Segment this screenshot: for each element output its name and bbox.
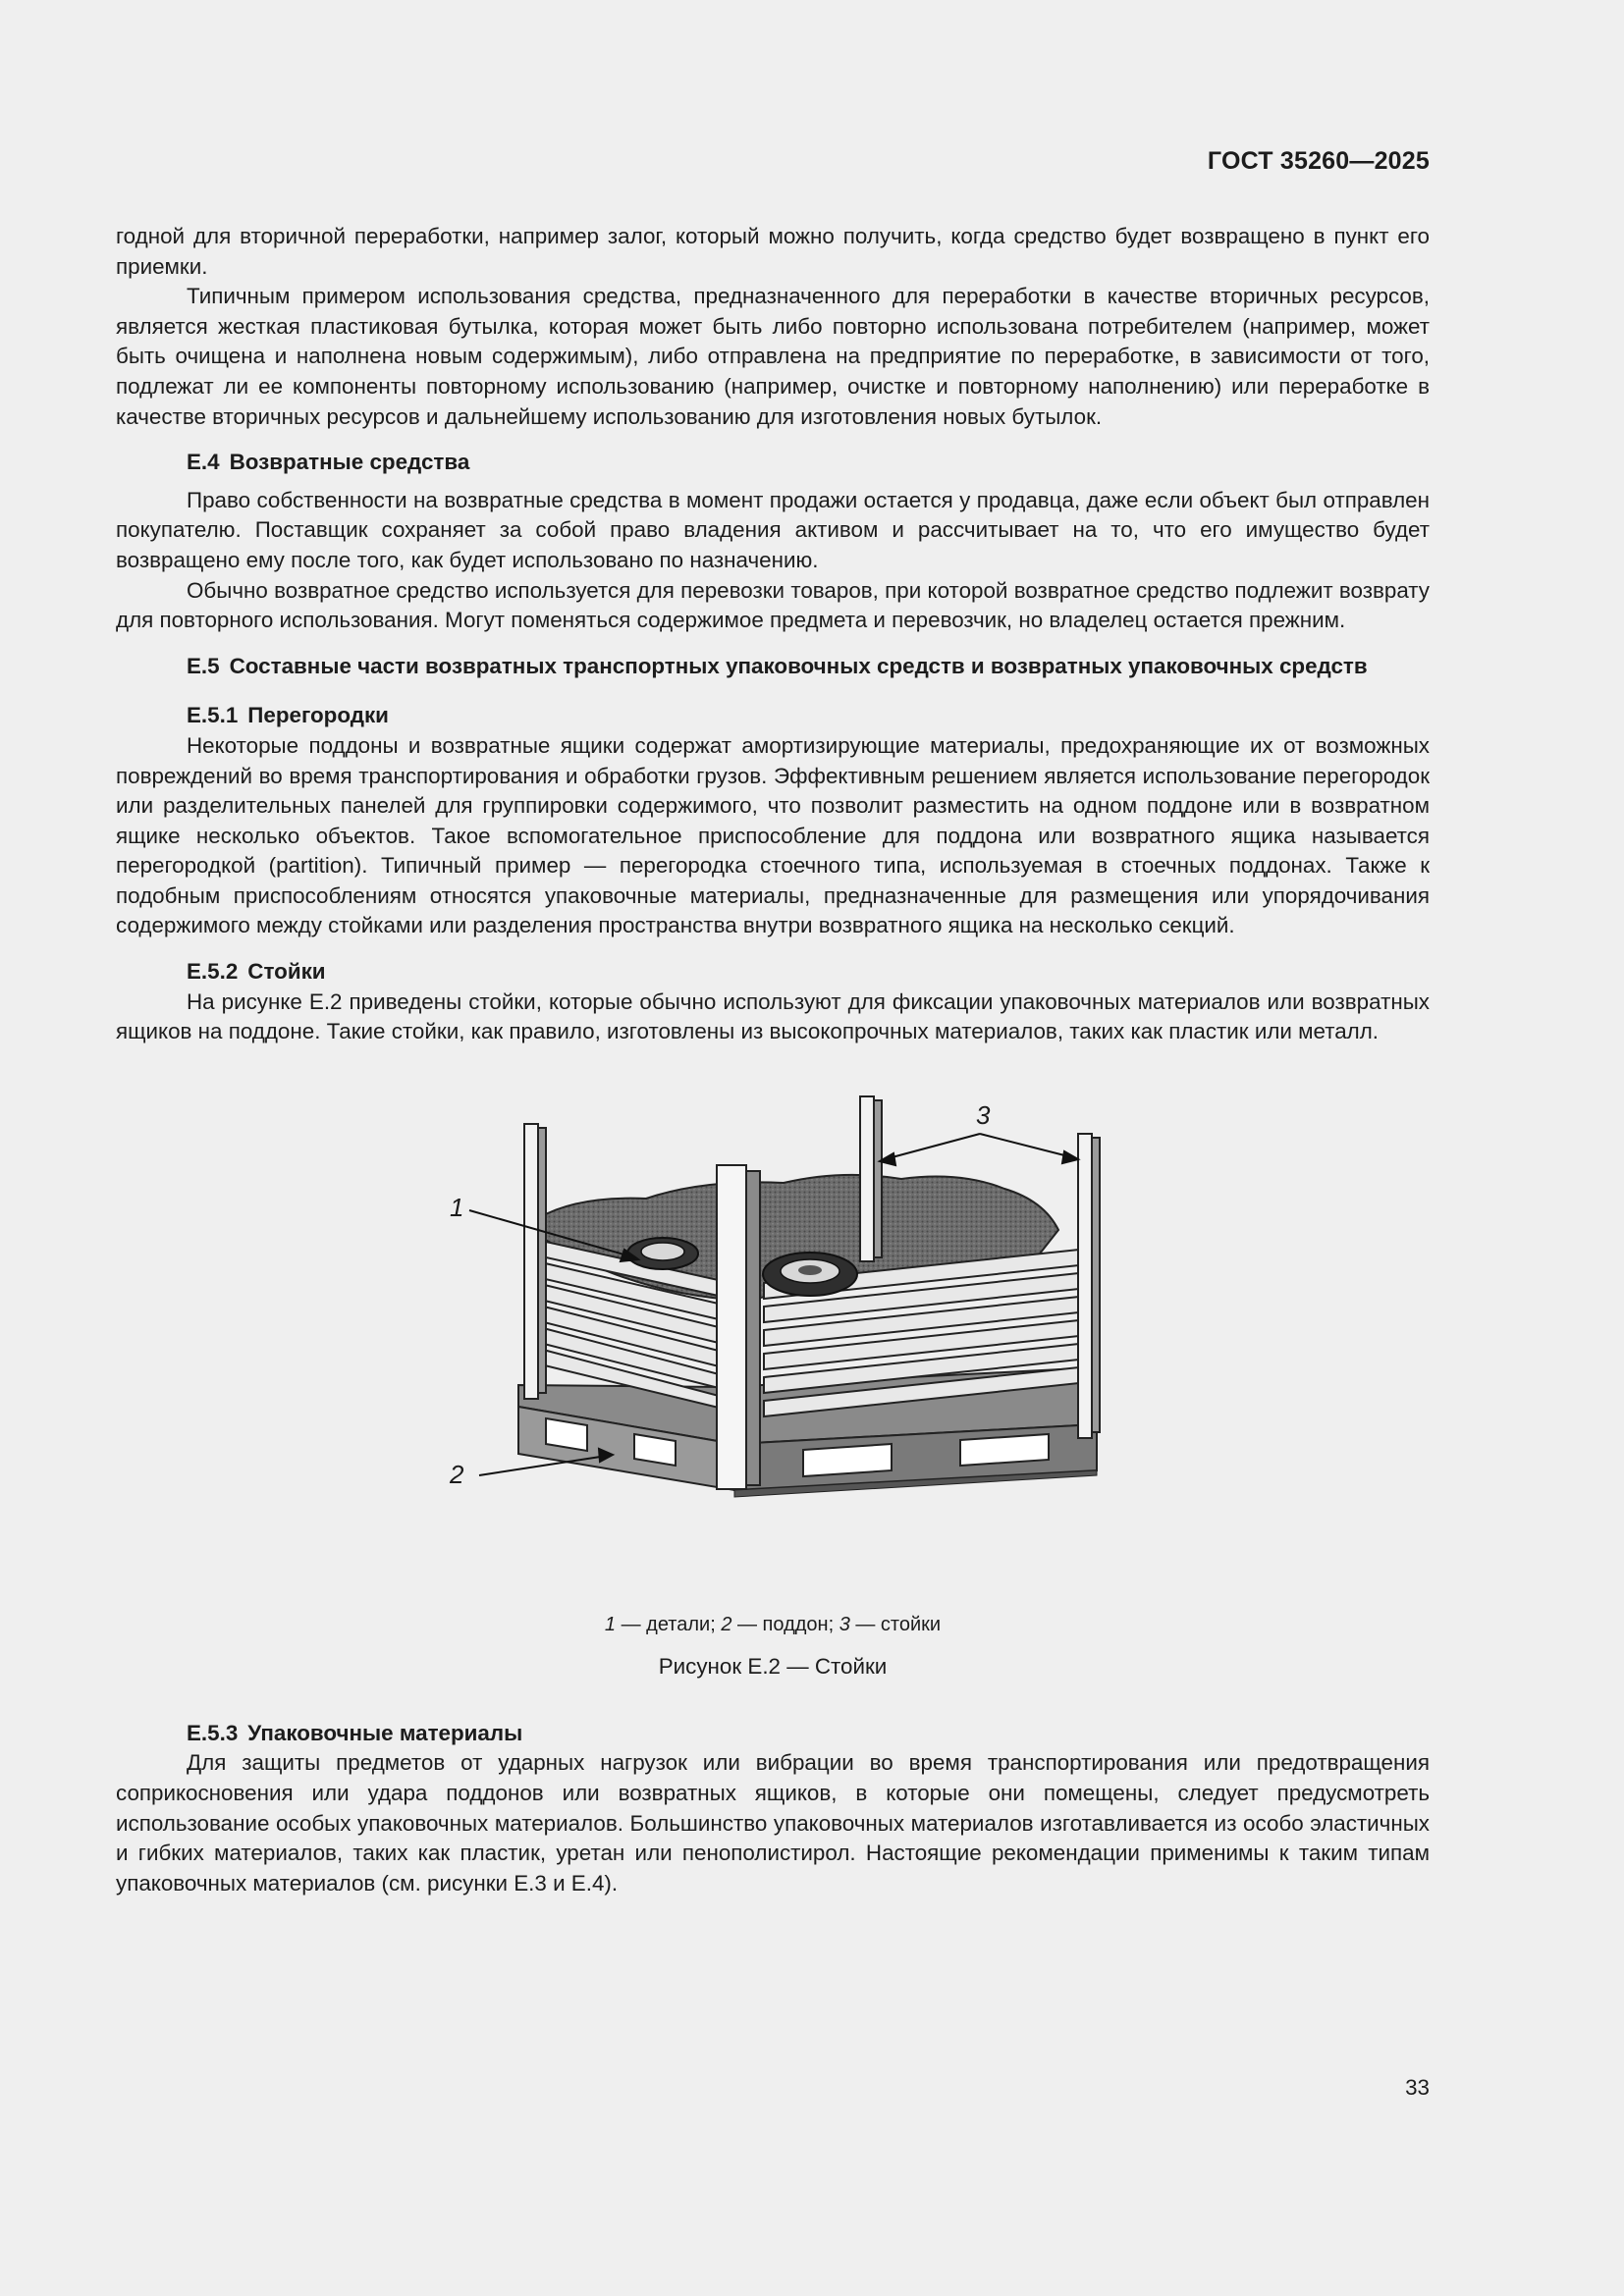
legend-text: — поддон; [731, 1613, 839, 1635]
page-body [116, 222, 1430, 1898]
legend-key: 2 [721, 1613, 732, 1635]
section-title: Составные части возвратных транспортных упаковочных средств и возвратных упаковочных средств [229, 653, 1368, 678]
section-number: Е.4 [187, 450, 220, 475]
legend-key: 1 [604, 1613, 617, 1635]
section-title: Возвратные средства [229, 450, 470, 475]
figure-legend [116, 1611, 1430, 1638]
paragraph: Обычно возвратное средство используется для перевозки товаров, при которой возвратное средство подлежит возврату для повторного использования. Могут поменяться содержимое предмета и перевозчик, но владелец остается прежним. [116, 577, 1430, 633]
section-number: Е.5.3 [187, 1720, 239, 1745]
section-heading-e51 [116, 701, 1430, 731]
paragraph: Право собственности на возвратные средства в момент продажи остается у продавца, даже если объект был отправлен покупателю. Поставщик сохраняет за собой право владения активом и рассчитывает на то, что его имущество будет возвращено ему после того, как будет использовано по назначению. [116, 487, 1430, 572]
pallet-with-posts-illustration [116, 1073, 1430, 1603]
figure-e2-posts [116, 1073, 1430, 1603]
section-number: Е.5 [187, 653, 220, 678]
section-heading-e52 [116, 957, 1430, 988]
section-title: Стойки [247, 959, 326, 985]
paragraph: годной для вторичной переработки, например залог, который можно получить, когда средство будет возвращено в пункт его приемки. [116, 224, 1430, 279]
callout-2-label: 2 [450, 1459, 464, 1489]
legend-text: — стойки [849, 1613, 942, 1635]
figure-caption: Рисунок Е.2 — Стойки [658, 1653, 888, 1679]
paragraph: Для защиты предметов от ударных нагрузок или вибрации во время транспортирования или предотвращения соприкосновения или удара поддонов или возвратных ящиков, в которые они помещены, следует предусмотреть использование особых упаковочных материалов. Большинство упаковочных материалов изготавливается из особо эластичных и гибких материалов, таких как пластик, уретан или пенополистирол. Настоящие рекомендации применимы к таким типам упаковочных материалов (см. рисунки Е.3 и Е.4). [116, 1750, 1430, 1896]
callout-1-label: 1 [450, 1192, 464, 1222]
section-title: Упаковочные материалы [247, 1720, 523, 1745]
section-heading-e4 [116, 448, 1430, 478]
section-heading-e5 [116, 652, 1430, 682]
legend-text: — детали; [616, 1613, 722, 1635]
section-number: Е.5.2 [187, 959, 239, 985]
section-heading-e53 [116, 1719, 1430, 1749]
callout-3-label: 3 [976, 1099, 991, 1130]
paragraph: Типичным примером использования средства, предназначенного для переработки в качестве вторичных ресурсов, является жесткая пластиковая бутылка, которая может быть либо повторно использована потребителем (например, может быть очищена и наполнена новым содержимым), либо отправлена на предприятие по переработке, в зависимости от того, подлежат ли ее компоненты повторному использованию (например, очистке и повторному наполнению) или переработке в качестве вторичных ресурсов и дальнейшему использованию для изготовления новых бутылок. [116, 284, 1430, 429]
page-number: 33 [1405, 2075, 1430, 2100]
paragraph: На рисунке Е.2 приведены стойки, которые обычно используют для фиксации упаковочных материалов или возвратных ящиков на поддоне. Такие стойки, как правило, изготовлены из высокопрочных материалов, таких как пластик или металл. [116, 988, 1430, 1044]
section-number: Е.5.1 [187, 703, 239, 728]
section-title: Перегородки [247, 703, 389, 728]
legend-key: 3 [839, 1613, 850, 1635]
document-header-id: ГОСТ 35260—2025 [1207, 147, 1430, 175]
paragraph: Некоторые поддоны и возвратные ящики содержат амортизирующие материалы, предохраняющие их от возможных повреждений во время транспортирования и обработки грузов. Эффективным решением является использование перегородок или разделительных панелей для группировки содержимого, что позволит разместить на одном поддоне или в возвратном ящике несколько объектов. Такое вспомогательное приспособление для поддона или возвратного ящика называется перегородкой (partition). Типичный пример — перегородка стоечного типа, используемая в стоечных поддонах. Также к подобным приспособлениям относятся упаковочные материалы, предназначенные для размещения или упорядочивания содержимого между стойками или разделения пространства внутри возвратного ящика на несколько секций. [116, 732, 1430, 938]
